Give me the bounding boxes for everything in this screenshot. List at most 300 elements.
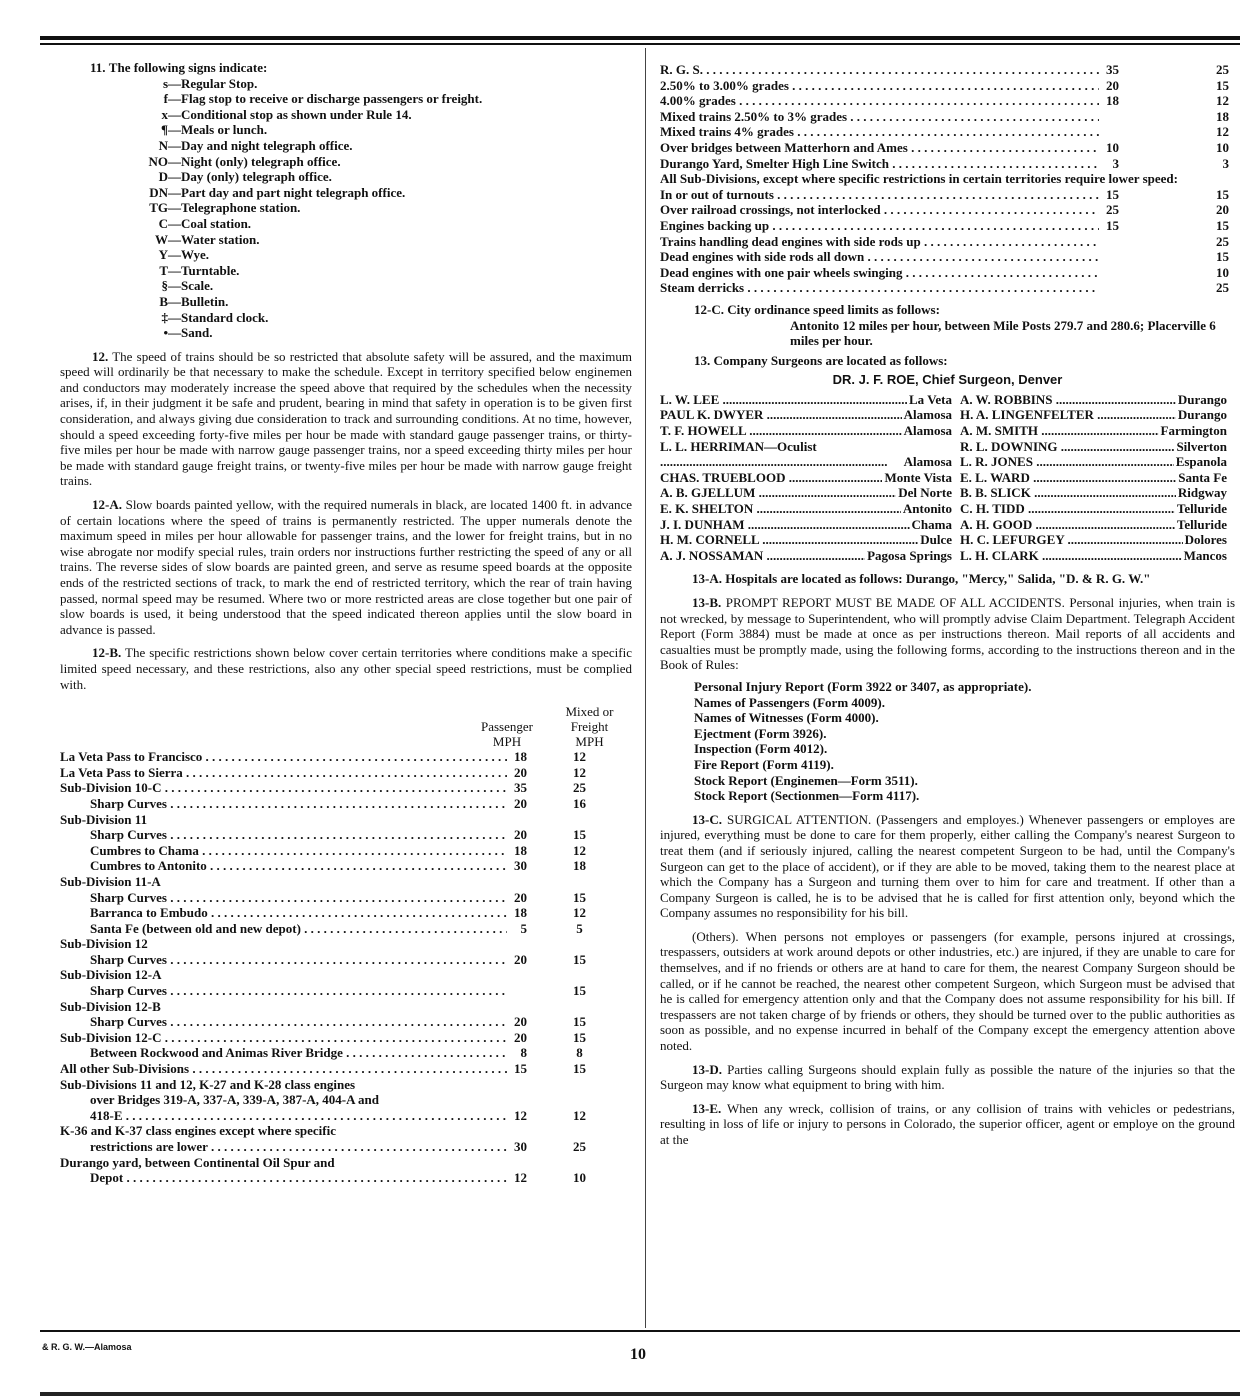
rule-text: The speed of trains should be so restricted that absolute safety will be assured, and the maximum speed will ordinarily be that necessary to make the schedule. Except in territory specified below enginemen and conductors may moderately increase the speed above that required by the schedules when the necessity arises, if, in their judgment it be safe and prudent, bearing in mind that safety in operation is to be given first consideration, and always giving due consideration to track and surrounding conditions. At no time, however, should a speed exceeding forty-five miles per hour be made with standard gauge passenger trains, or thirty-five miles per hour be made with narrow gauge passenger trains, nor a speed exceeding thirty miles per hour be made with standard gauge freight trains, or twenty-five miles per hour be made with narrow gauge freight trains. [60, 348, 633, 489]
speed-location: Sharp Curves . . . [90, 983, 507, 999]
surgeon-row [660, 470, 960, 486]
sign-row [90, 247, 632, 263]
rule-text: Personal injuries, when train is not wrecked, by message to Superintendent, who will promptly advise Claim Department. Telegraph Accident Report (Form 3884) must be made at once as per instructions thereon. Mail reports of all accidents and casualties must be promptly made, using the following forms, according to the instructions thereon and in the Book of Rules: [660, 595, 1236, 673]
speed-location: La Veta Pass to Sierra . . . [60, 765, 507, 781]
freight-speed: 25 [573, 780, 586, 796]
top-rule [40, 36, 1240, 40]
speed-row [60, 890, 632, 906]
sign-dash: — [168, 75, 181, 91]
left-column [60, 60, 632, 1186]
surgeon-town: Alamosa [903, 407, 952, 423]
sign-dash: — [168, 200, 181, 216]
surgeon-list-right [960, 392, 1235, 564]
passenger-speed: 18 [514, 905, 527, 921]
speed-row [60, 1155, 632, 1171]
bottom-rule [40, 1330, 1240, 1332]
surgeon-name: A. H. GOOD ..... [960, 517, 1175, 533]
sign-row [90, 278, 632, 294]
freight-speed: 5 [576, 920, 583, 936]
freight-speed: 15 [1216, 77, 1229, 93]
surgeon-name: H. C. LEFURGEY ..... [960, 532, 1183, 548]
rule-text: Slow boards painted yellow, with the required numerals in black, are located 1400 ft. in advance of certain locations where the speed of trains is permanently restricted. The upper numerals denote the maximum speed in miles per hour allowable for passenger trains, and the lower for freight trains, but in no wise abrogate nor modify special rules, train orders nor instructions further restricting the speed of any or all trains. The reverse sides of slow boards are painted green, and serve as resume speed boards at the opposite ends of the restricted sections of track, to mark the end of restricted territory, which the rear of train having passed, normal speed may be resumed. Where two or more restricted areas are close together but one pair of slow boards is used, it being understood that the speed indicated thereon applies until the slow board in advance is passed. [60, 497, 633, 637]
surgeon-name: R. L. DOWNING ..... [960, 439, 1174, 455]
sign-code: s [162, 75, 168, 91]
sign-code: DN [149, 184, 168, 200]
freight-speed: 15 [573, 889, 586, 905]
passenger-speed: 20 [514, 951, 527, 967]
passenger-speed: 8 [520, 1045, 527, 1061]
speed-location: Depot . . . [90, 1170, 507, 1186]
form-item: Ejectment (Form 3926). [694, 725, 827, 741]
surgeon-row [960, 439, 1235, 455]
rule-12c [660, 302, 1235, 318]
speed-row [60, 1092, 632, 1108]
passenger-speed: 5 [520, 920, 527, 936]
surgeon-row [660, 423, 960, 439]
surgeon-list [660, 392, 1235, 564]
surgeon-town: Telluride [1176, 516, 1227, 532]
surgeon-row [960, 517, 1235, 533]
surgeon-name: CHAS. TRUEBLOOD ..... [660, 470, 882, 486]
surgeon-row [960, 454, 1235, 470]
surgeon-name: J. I. DUNHAM ..... [660, 517, 910, 533]
freight-speed: 12 [1216, 93, 1229, 109]
speed-location: Steam derricks . . . [660, 280, 1099, 296]
sign-dash: — [168, 137, 181, 153]
form-item: Inspection (Form 4012). [694, 741, 828, 757]
speed-row [60, 1139, 632, 1155]
speed-location: Barranca to Embudo . . . [90, 905, 507, 921]
speed-location: over Bridges 319-A, 337-A, 339-A, 387-A, 404-A and [90, 1092, 379, 1108]
surgeon-town: Farmington [1160, 423, 1227, 439]
speed-table-general [660, 187, 1235, 296]
rule-number: 13-E. [692, 1100, 722, 1116]
surgeon-list-left [660, 392, 960, 564]
speed-location: Sub-Division 12 [60, 936, 148, 952]
form-item: Names of Witnesses (Form 4000). [694, 710, 879, 726]
freight-speed: 15 [573, 1014, 586, 1030]
surgeon-town: La Veta [909, 391, 952, 407]
freight-speed: 25 [1216, 62, 1229, 77]
sign-desc: Telegraphone station. [181, 200, 301, 216]
surgeon-row [660, 501, 960, 517]
rule-number: 13-A. [692, 571, 722, 587]
sign-code: x [161, 106, 168, 122]
speed-row [60, 983, 632, 999]
sign-code: N [158, 137, 168, 153]
sign-dash: — [168, 122, 181, 138]
sign-dash: — [168, 278, 181, 294]
speed-row [60, 1123, 632, 1139]
rule-number: 11. [90, 60, 106, 75]
speed-location: R. G. S. . . . [660, 62, 1099, 78]
rule-text: When any wreck, collision of trains, or any collision of trains with vehicles or pedestrians, resulting in loss of life or injury to persons in Colorado, the superior officer, agent or employe on the ground at the [660, 1100, 1236, 1147]
surgeon-row [660, 439, 960, 455]
passenger-speed: 18 [1106, 93, 1119, 109]
surgeon-row [960, 470, 1235, 486]
surgeon-row [960, 485, 1235, 501]
top-rule-thin [40, 43, 1240, 45]
speed-location: restrictions are lower . . . [90, 1139, 507, 1155]
passenger-speed: 20 [514, 795, 527, 811]
speed-row [60, 843, 632, 859]
speed-row [60, 1108, 632, 1124]
rule-text: City ordinance speed limits as follows: [727, 301, 940, 317]
sign-desc: Meals or lunch. [181, 122, 268, 138]
speed-table [60, 749, 632, 1186]
sign-row [90, 310, 632, 326]
form-item: Fire Report (Form 4119). [694, 756, 834, 772]
freight-speed: 12 [573, 749, 586, 765]
passenger-speed: 30 [514, 858, 527, 874]
rule-13 [660, 353, 1235, 369]
sign-code: C [158, 215, 168, 231]
sign-dash: — [168, 325, 181, 341]
speed-row [60, 1030, 632, 1046]
freight-speed: 10 [1216, 264, 1229, 280]
speed-row [660, 109, 1235, 125]
rule-12c-detail: Antonito 12 miles per hour, between Mile Posts 279.7 and 280.6; Placerville 6 miles per hour. [790, 317, 1216, 349]
speed-location: Between Rockwood and Animas River Bridge . . . [90, 1045, 507, 1061]
form-item: Stock Report (Sectionmen—Form 4117). [694, 788, 920, 804]
freight-speed: 15 [1216, 217, 1229, 233]
surgeon-name: C. H. TIDD ..... [960, 501, 1175, 517]
surgeon-row [960, 407, 1235, 423]
sign-desc: Regular Stop. [181, 75, 258, 91]
freight-speed: 25 [1216, 280, 1229, 296]
passenger-speed: 3 [1112, 155, 1119, 171]
bottom-edge-rule [40, 1392, 1240, 1396]
rule-13c-others: (Others). When persons not employes or passengers (for example, persons injured at crossings, trespassers, outsiders at work around depots or other industries, etc.) are injured, if they are unable to care for themselves, and if no friends or others are at hand to care for them, the nearest Company Surgeon should be called, or if he cannot be reached, the nearest other competent Surgeon, which Surgeon must be advised that he is called for emergency attention only and that the Company does not assume responsibility for his bill. If trespassers are not taken charge of by friends or others, they should be turned over to the public authorities as soon as possible, and no expense incurred in behalf of the Company except the emergency attention above noted. [660, 928, 1235, 1054]
surgeon-row [660, 454, 960, 470]
surgeon-row [960, 423, 1235, 439]
surgeon-row [660, 532, 960, 548]
speed-location: Sharp Curves . . . [90, 952, 507, 968]
rule-number: 13-B. [692, 595, 722, 610]
freight-speed: 12 [573, 1107, 586, 1123]
rule-heading: PROMPT REPORT MUST BE MADE OF ALL ACCIDENTS. [725, 595, 1065, 610]
freight-speed: 15 [1216, 249, 1229, 265]
surgeon-name: E. L. WARD ..... [960, 470, 1176, 486]
column-divider [645, 48, 646, 1328]
speed-location: Sub-Divisions 11 and 12, K-27 and K-28 class engines [60, 1076, 356, 1092]
speed-row [60, 1045, 632, 1061]
sign-desc: Part day and part night telegraph office. [181, 184, 406, 200]
sign-dash: — [168, 91, 181, 107]
freight-speed: 12 [1216, 124, 1229, 140]
speed-location: Sub-Division 11 [60, 811, 148, 827]
surgeon-row [660, 392, 960, 408]
surgeon-name: L. H. CLARK ..... [960, 548, 1182, 564]
surgeon-town [950, 439, 960, 455]
speed-row [60, 936, 632, 952]
rule-text: Hospitals are located as follows: Durango, "Mercy," Salida, "D. & R. G. W." [725, 571, 1151, 587]
sign-row [90, 169, 632, 185]
sign-desc: Night (only) telegraph office. [181, 153, 341, 169]
surgeon-town: Alamosa [903, 454, 952, 470]
passenger-speed: 12 [514, 1170, 527, 1186]
freight-speed: 25 [573, 1139, 586, 1154]
rule-12b [60, 645, 632, 692]
surgeon-town: Dolores [1184, 532, 1227, 548]
speed-row [660, 218, 1235, 234]
sign-row [90, 154, 632, 170]
sign-code: B [159, 293, 168, 309]
speed-location: 2.50% to 3.00% grades . . . [660, 78, 1099, 94]
sign-dash: — [168, 309, 181, 325]
page-number: 10 [630, 1346, 646, 1363]
surgeon-town: Dulce [920, 532, 952, 548]
passenger-speed: 30 [514, 1139, 527, 1154]
footer-imprint: & R. G. W.—Alamosa [42, 1342, 132, 1352]
freight-speed: 15 [573, 827, 586, 843]
rule-number: 12-C. [694, 301, 724, 317]
rule-13d [660, 1062, 1235, 1093]
sign-row [90, 91, 632, 107]
freight-speed: 10 [1216, 139, 1229, 155]
freight-speed: 3 [1222, 155, 1229, 171]
passenger-speed: 18 [514, 842, 527, 858]
sign-row [90, 76, 632, 92]
passenger-speed: 10 [1106, 139, 1119, 155]
speed-location: La Veta Pass to Francisco . . . [60, 749, 507, 765]
speed-row [660, 62, 1235, 78]
speed-row [60, 827, 632, 843]
surgeon-town: Durango [1177, 391, 1227, 407]
speed-row [660, 265, 1235, 281]
sign-dash: — [168, 184, 181, 200]
passenger-speed: 12 [514, 1107, 527, 1123]
surgeon-town: Pagosa Springs [867, 547, 952, 563]
surgeon-name: H. A. LINGENFELTER ..... [960, 407, 1176, 423]
sign-dash: — [168, 262, 181, 278]
speed-row [60, 921, 632, 937]
sign-dash: — [168, 247, 181, 263]
passenger-speed: 35 [514, 780, 527, 796]
speed-location: Santa Fe (between old and new depot) . . . [90, 921, 507, 937]
speed-location: Durango Yard, Smelter High Line Switch . . . [660, 156, 1099, 172]
passenger-speed: 25 [1106, 202, 1119, 218]
rule-number: 13-C. [692, 811, 722, 827]
passenger-speed: 35 [1106, 62, 1119, 77]
sign-row [90, 216, 632, 232]
passenger-speed: 20 [514, 827, 527, 843]
freight-header: Mixed or Freight MPH [565, 704, 614, 750]
surgeon-name: A. W. ROBBINS ..... [960, 392, 1176, 408]
surgeon-town: Telluride [1176, 501, 1227, 517]
freight-speed: 15 [573, 1061, 586, 1077]
speed-location: Engines backing up . . . [660, 218, 1099, 234]
surgeon-name [660, 454, 902, 470]
speed-row [60, 905, 632, 921]
speed-location: Sub-Division 11-A [60, 873, 161, 889]
speed-row [60, 812, 632, 828]
freight-speed: 20 [1216, 202, 1229, 218]
speed-row [660, 78, 1235, 94]
speed-row [60, 1061, 632, 1077]
speed-row [60, 858, 632, 874]
sign-desc: Conditional stop as shown under Rule 14. [181, 106, 412, 122]
freight-speed: 8 [576, 1045, 583, 1061]
rule-number: 12-A. [92, 497, 122, 513]
form-item: Names of Passengers (Form 4009). [694, 694, 885, 710]
speed-location: Over railroad crossings, not interlocked . . . [660, 202, 1099, 218]
speed-row [660, 140, 1235, 156]
sign-row [90, 325, 632, 341]
sign-desc: Water station. [181, 231, 260, 247]
sign-row [90, 138, 632, 154]
freight-speed: 15 [1216, 186, 1229, 202]
speed-row [60, 1170, 632, 1186]
surgeon-row [960, 501, 1235, 517]
speed-row [660, 93, 1235, 109]
surgeon-name: L. W. LEE ..... [660, 392, 907, 408]
surgeon-town: Chama [911, 516, 952, 532]
sign-desc: Scale. [181, 278, 214, 294]
rule-13b [660, 595, 1235, 673]
sign-dash: — [168, 293, 181, 309]
speed-location: All other Sub-Divisions . . . [60, 1061, 507, 1077]
surgeon-row [660, 548, 960, 564]
sign-desc: Day (only) telegraph office. [181, 169, 332, 185]
rule-number: 13. [694, 352, 711, 368]
sign-desc: Wye. [181, 247, 210, 263]
sign-row [90, 122, 632, 138]
surgeon-town: Mancos [1183, 547, 1227, 563]
surgeon-town: Ridgway [1177, 485, 1227, 501]
rule-text: SURGICAL ATTENTION. (Passengers and employes.) Whenever passengers or employes are injured, everything must be done to care for them properly, either calling the Company's nearest Surgeon to treat them (and if seriously injured, calling the nearest competent Surgeon to be had, until the Company's Surgeon can get to the place of accident), or if they are able to be moved, taking them to the nearest place at which the Company has a Surgeon and turning them over to him for care and treatment. If other than a Company Surgeon is called, he is to be advised that he is called for first attention only, beyond which the Company assumes no responsibility for his bill. [660, 811, 1236, 921]
speed-location: Trains handling dead engines with side rods up . . . [660, 234, 1099, 250]
form-item: Personal Injury Report (Form 3922 or 3407, as appropriate). [694, 678, 1032, 694]
passenger-speed: 18 [514, 749, 527, 765]
sign-code: W [155, 231, 168, 247]
rule-number: 12-B. [92, 645, 122, 661]
speed-row [60, 1014, 632, 1030]
sign-row [90, 107, 632, 123]
rule-text: The specific restrictions shown below cover certain territories where conditions make a specific limited speed necessary, and these restrictions, also any other special speed restrictions, must be complied with. [60, 645, 633, 692]
passenger-speed: 15 [1106, 217, 1119, 233]
sign-row [90, 185, 632, 201]
speed-table-continued [660, 62, 1235, 171]
passenger-speed: 20 [514, 889, 527, 905]
sign-desc: Coal station. [181, 215, 252, 231]
speed-row [660, 280, 1235, 296]
surgeon-row [960, 532, 1235, 548]
freight-speed: 10 [573, 1170, 586, 1186]
speed-table-header [60, 704, 632, 749]
rule-13e [660, 1101, 1235, 1148]
surgeon-name: PAUL K. DWYER ..... [660, 407, 902, 423]
sign-dash: — [168, 106, 181, 122]
freight-speed: 16 [573, 795, 586, 811]
sign-code: NO [148, 153, 168, 169]
rule-11 [60, 60, 632, 341]
freight-speed: 12 [573, 905, 586, 921]
surgeon-name: L. R. JONES ..... [960, 454, 1174, 470]
sign-desc: Bulletin. [181, 293, 229, 309]
sign-row [90, 200, 632, 216]
speed-row [60, 952, 632, 968]
sign-code: ¶ [160, 122, 168, 138]
surgeon-row [660, 407, 960, 423]
sign-desc: Standard clock. [181, 309, 269, 325]
all-subdivisions-note: All Sub-Divisions, except where specific restrictions in certain territories require lower speed: [660, 171, 1178, 187]
passenger-speed: 20 [1106, 77, 1119, 93]
speed-location: 4.00% grades . . . [660, 93, 1099, 109]
passenger-speed: 15 [514, 1061, 527, 1077]
sign-dash: — [168, 215, 181, 231]
sign-dash: — [168, 153, 181, 169]
speed-row [60, 874, 632, 890]
speed-row [660, 249, 1235, 265]
surgeon-row [660, 485, 960, 501]
speed-row [60, 1077, 632, 1093]
passenger-header: Passenger MPH [481, 719, 533, 750]
speed-location: Sub-Division 12-C . . . [60, 1030, 507, 1046]
speed-location: Sharp Curves . . . [90, 1014, 507, 1030]
speed-row [660, 187, 1235, 203]
sign-code: ‡ [161, 309, 168, 325]
surgeon-town: Durango [1177, 407, 1227, 423]
speed-row [60, 780, 632, 796]
speed-row [60, 749, 632, 765]
surgeon-row [960, 392, 1235, 408]
freight-speed: 15 [573, 983, 586, 999]
speed-location: Sharp Curves . . . [90, 796, 507, 812]
rule-12 [60, 349, 632, 489]
sign-row [90, 232, 632, 248]
rule-12a [60, 497, 632, 637]
passenger-speed: 20 [514, 764, 527, 780]
passenger-speed: 15 [1106, 186, 1119, 202]
speed-location: Dead engines with one pair wheels swinging . . . [660, 265, 1099, 281]
speed-location: Sub-Division 12-B [60, 998, 161, 1014]
rule-13c [660, 812, 1235, 921]
sign-code: § [161, 278, 168, 294]
surgeon-row [660, 517, 960, 533]
speed-location: Sharp Curves . . . [90, 827, 507, 843]
surgeon-name: E. K. SHELTON ..... [660, 501, 901, 517]
form-list [660, 679, 1235, 804]
speed-row [660, 234, 1235, 250]
speed-location: Sub-Division 12-A [60, 967, 162, 983]
sign-code: Y [158, 247, 168, 263]
sign-dash: — [168, 231, 181, 247]
surgeon-name: A. B. GJELLUM ..... [660, 485, 896, 501]
right-column [660, 62, 1235, 1148]
surgeon-town: Del Norte [898, 485, 952, 501]
speed-location: 418-E . . . [90, 1108, 507, 1124]
speed-row [660, 124, 1235, 140]
rule-13a [660, 571, 1235, 587]
freight-speed: 12 [573, 764, 586, 780]
freight-speed: 15 [573, 951, 586, 967]
speed-location: Mixed trains 4% grades . . . [660, 124, 1099, 140]
sign-code: T [159, 262, 168, 278]
rule-number: 13-D. [692, 1061, 722, 1077]
sign-code: TG [149, 200, 168, 216]
sign-row [90, 263, 632, 279]
sign-code: f [163, 91, 168, 107]
freight-speed: 12 [573, 842, 586, 858]
rule-text: The following signs indicate: [108, 60, 268, 75]
surgeon-town: Espanola [1175, 454, 1227, 470]
sign-desc: Day and night telegraph office. [181, 137, 353, 153]
freight-speed: 25 [1216, 233, 1229, 249]
rule-text: Company Surgeons are located as follows: [713, 352, 948, 368]
freight-speed: 18 [573, 858, 586, 874]
sign-dash: — [168, 169, 181, 185]
